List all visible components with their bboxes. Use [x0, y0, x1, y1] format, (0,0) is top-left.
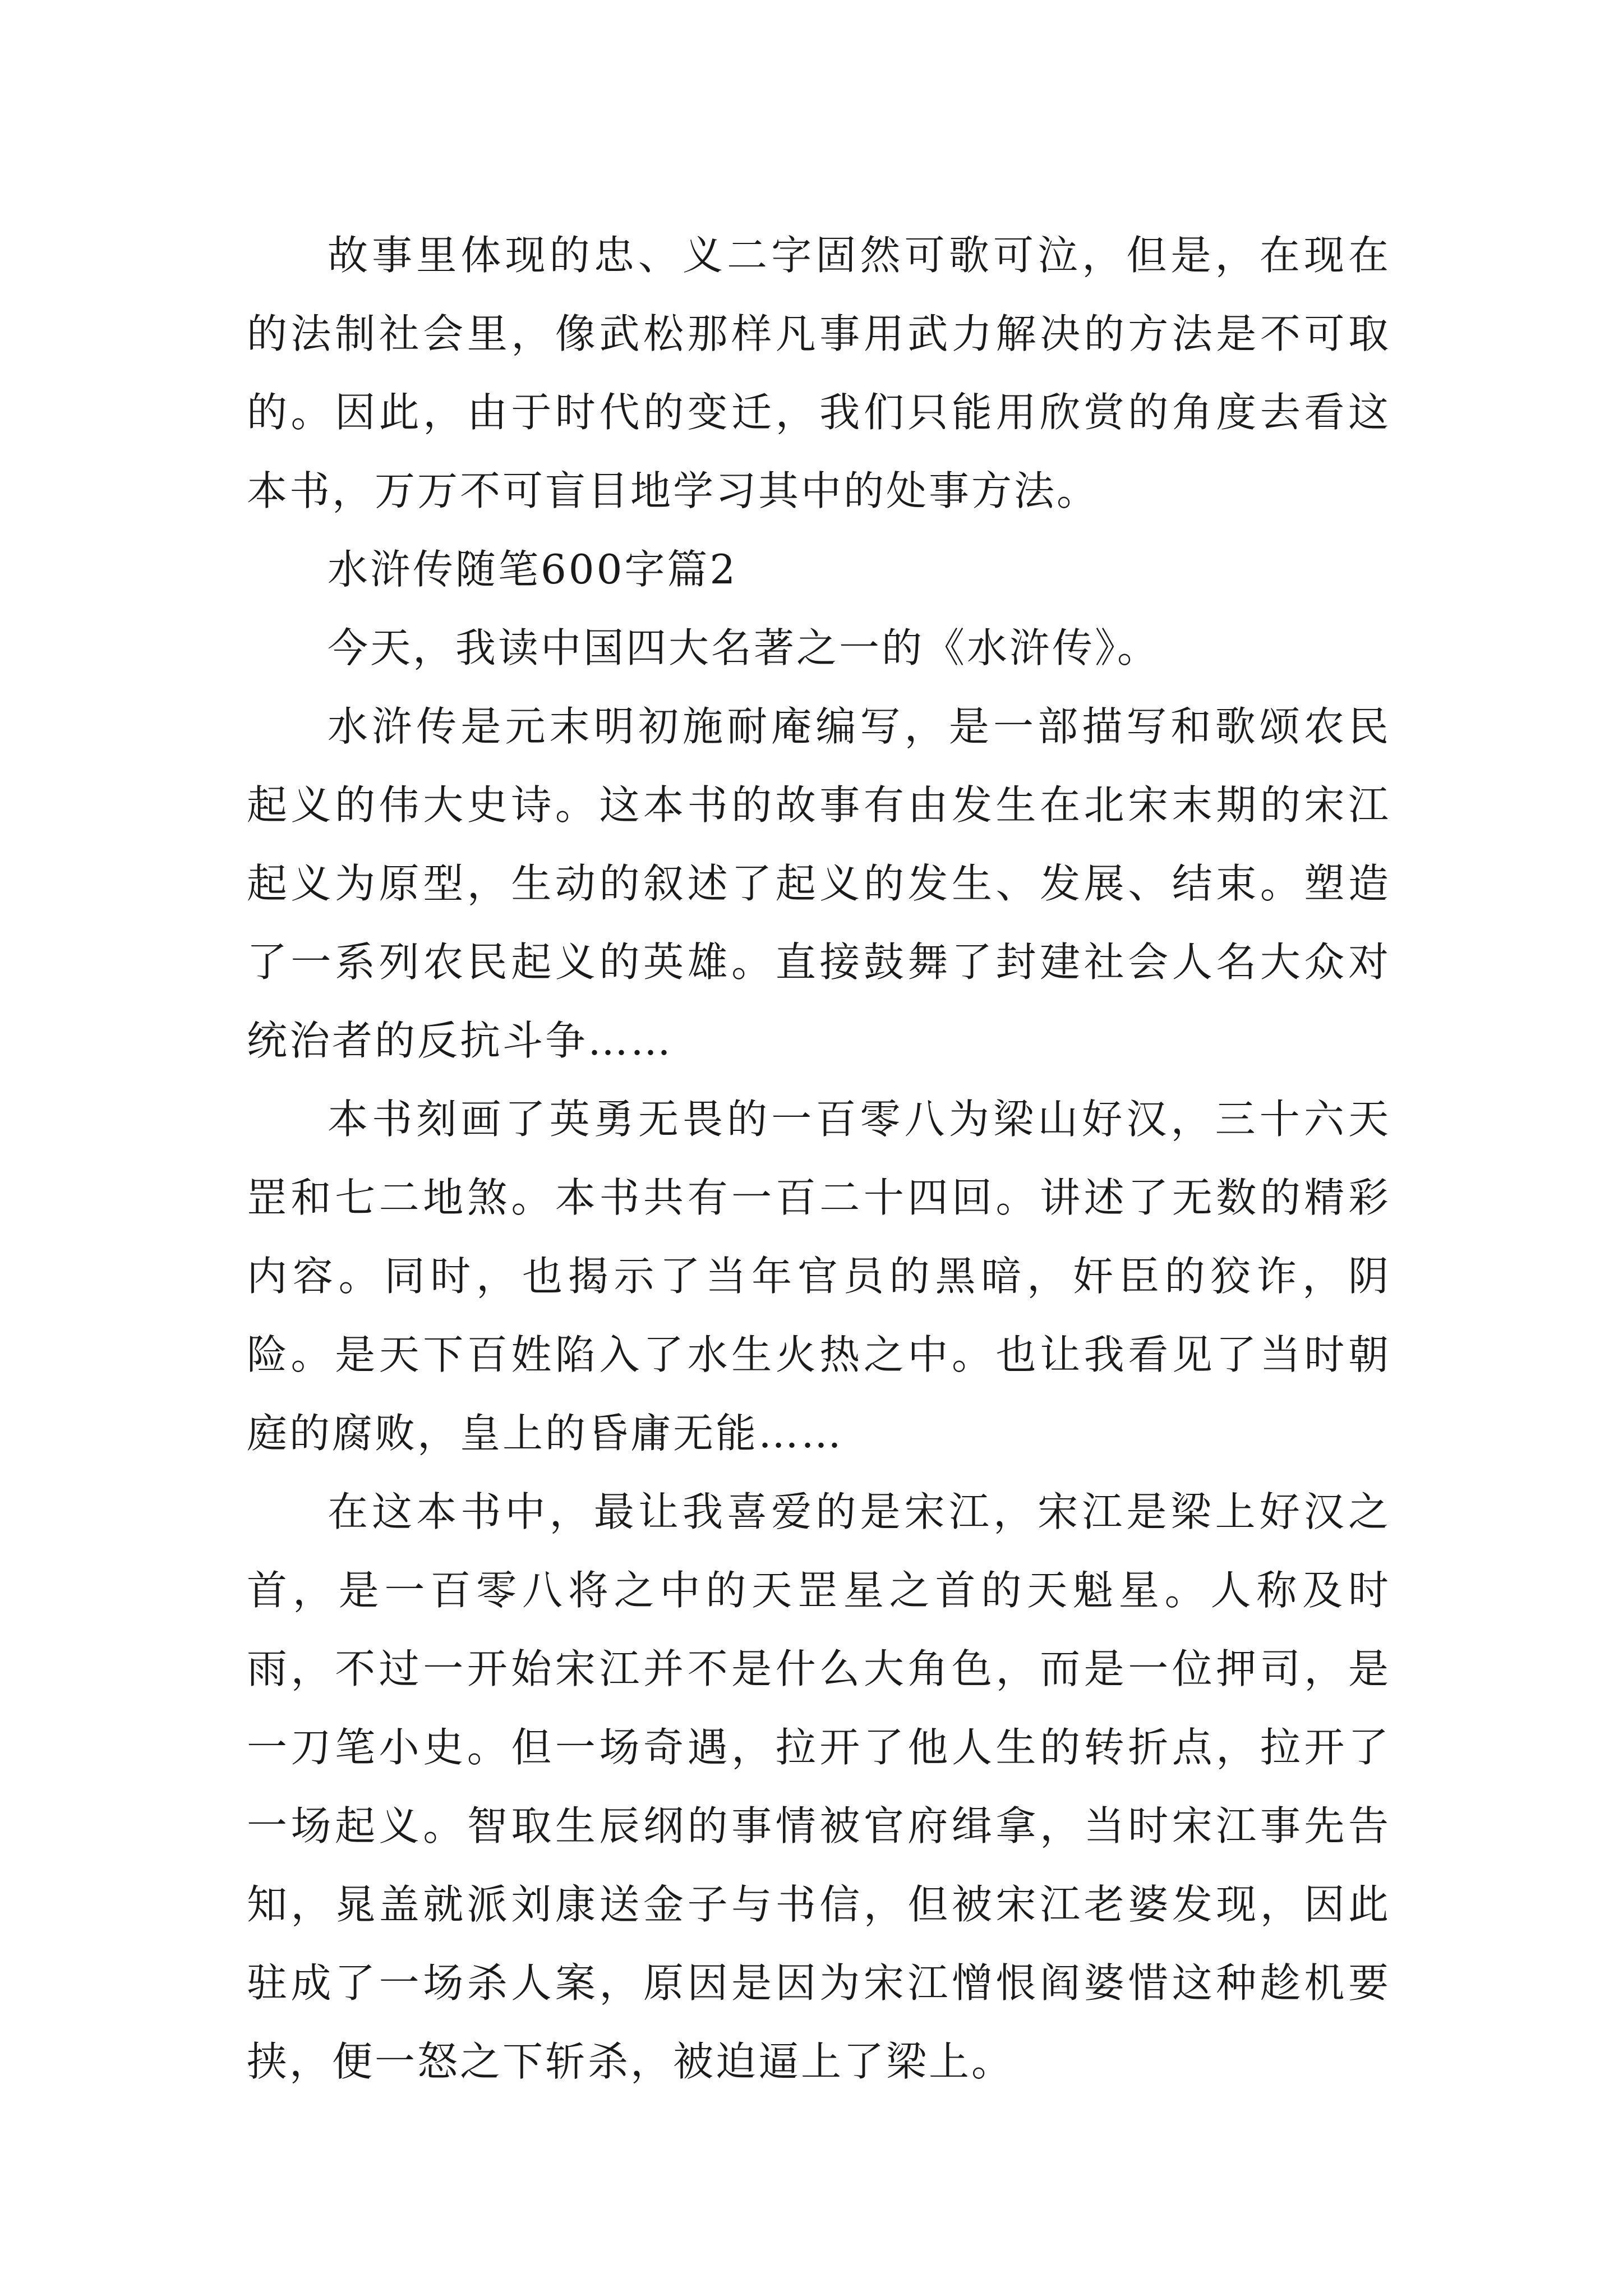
section-heading: 水浒传随笔600字篇2 [328, 546, 738, 593]
paragraph-5: 在这本书中，最让我喜爱的是宋江，宋江是梁上好汉之首，是一百零八将之中的天罡星之首的天魁星。人称及时雨，不过一开始宋江并不是什么大角色，而是一位押司，是一刀笔小史。但一场奇遇，拉开了他人生的转折点，拉开了一场起义。智取生辰纲的事情被官府缉拿，当时宋江事先告知，晁盖就派刘康送金子与书信，但被宋江老婆发现，因此驻成了一场杀人案，原因是因为宋江憎恨阎婆惜这种趁机要挟，便一怒之下斩杀，被迫逼上了梁上。 [247, 1488, 1391, 2085]
paragraph-1: 故事里体现的忠、义二字固然可歌可泣，但是，在现在的法制社会里，像武松那样凡事用武力解决的方法是不可取的。因此，由于时代的变迁，我们只能用欣赏的角度去看这本书，万万不可盲目地学习其中的处事方法。 [247, 232, 1391, 514]
paragraph-4: 本书刻画了英勇无畏的一百零八为梁山好汉，三十六天罡和七二地煞。本书共有一百二十四回。讲述了无数的精彩内容。同时，也揭示了当年官员的黑暗，奸臣的狡诈，阴险。是天下百姓陷入了水生火热之中。也让我看见了当时朝庭的腐败，皇上的昏庸无能…… [247, 1096, 1391, 1457]
paragraph-3: 水浒传是元末明初施耐庵编写，是一部描写和歌颂农民起义的伟大史诗。这本书的故事有由发生在北宋末期的宋江起义为原型，生动的叙述了起义的发生、发展、结束。塑造了一系列农民起义的英雄。直接鼓舞了封建社会人名大众对统治者的反抗斗争…… [247, 703, 1391, 1064]
paragraph-2: 今天，我读中国四大名著之一的《水浒传》。 [328, 624, 1160, 671]
document-body [247, 216, 1391, 2101]
